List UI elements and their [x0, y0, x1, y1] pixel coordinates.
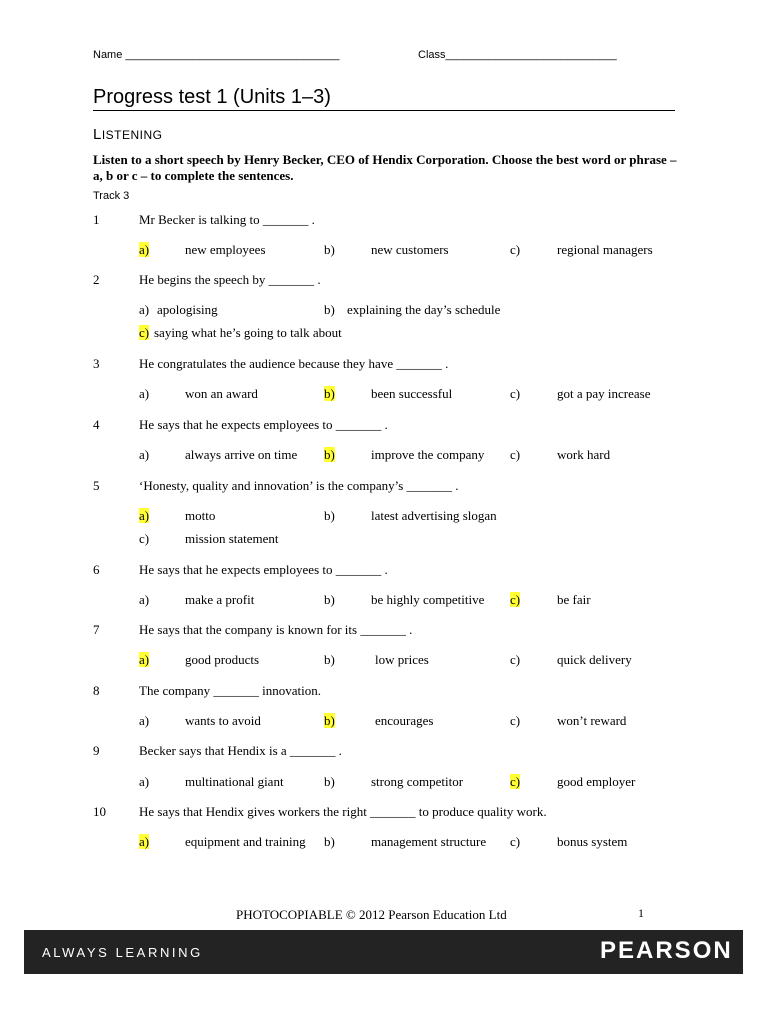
brand-tagline: ALWAYS LEARNING [42, 945, 203, 960]
page-title: Progress test 1 (Units 1–3) [93, 86, 331, 108]
question-number: 7 [93, 622, 100, 637]
option-b: explaining the day’s schedule [347, 302, 501, 317]
option-letter-a: a) [139, 652, 150, 667]
option-letter-a: a) [139, 447, 150, 462]
option-letter-b: b) [324, 508, 335, 523]
question-number: 10 [93, 804, 106, 819]
option-letter-b: b) [324, 386, 335, 401]
option-b: latest advertising slogan [371, 508, 497, 523]
question-text: He says that he expects employees to _______ . [139, 562, 388, 577]
option-c: saying what he’s going to talk about [154, 325, 342, 340]
option-letter-b: b) [324, 242, 335, 257]
section-heading [93, 126, 163, 143]
option-a: motto [185, 508, 216, 523]
page-number: 1 [638, 906, 644, 920]
option-c: bonus system [557, 834, 628, 849]
option-c: got a pay increase [557, 386, 651, 401]
option-a: equipment and training [185, 834, 306, 849]
option-b: encourages [375, 713, 434, 728]
option-letter-a: a) [139, 386, 150, 401]
question-number: 1 [93, 212, 100, 227]
question-text: He begins the speech by _______ . [139, 272, 321, 287]
class-label: Class____________________________ [418, 49, 617, 61]
option-b: been successful [371, 386, 453, 401]
option-b: management structure [371, 834, 487, 849]
option-letter-c: c) [510, 242, 521, 257]
question-text: Becker says that Hendix is a _______ . [139, 743, 342, 758]
question-number: 3 [93, 356, 100, 371]
option-b: improve the company [371, 447, 485, 462]
option-letter-c: c) [139, 531, 150, 546]
question-text: He congratulates the audience because they have _______ . [139, 356, 449, 371]
option-c: quick delivery [557, 652, 632, 667]
option-letter-a: a) [139, 774, 150, 789]
option-c: good employer [557, 774, 636, 789]
question-number: 2 [93, 272, 100, 287]
question-text: He says that the company is known for its _______ . [139, 622, 413, 637]
option-b: new customers [371, 242, 449, 257]
option-letter-a: a) [139, 592, 150, 607]
option-letter-b: b) [324, 302, 335, 317]
question-number: 8 [93, 683, 100, 698]
instructions: Listen to a short speech by Henry Becker, CEO of Hendix Corporation. Choose the best word or phrase – a, b or c – to complete the sentences. [93, 152, 677, 183]
option-b: strong competitor [371, 774, 464, 789]
option-letter-b: b) [324, 774, 335, 789]
option-letter-b: b) [324, 713, 335, 728]
option-letter-c: c) [510, 592, 521, 607]
option-b: be highly competitive [371, 592, 485, 607]
option-letter-b: b) [324, 652, 335, 667]
section-heading-initial: L [93, 126, 102, 143]
option-letter-c: c) [510, 713, 521, 728]
option-a: apologising [157, 302, 218, 317]
option-c: regional managers [557, 242, 653, 257]
option-c: work hard [557, 447, 611, 462]
title-rule [93, 110, 675, 111]
section-heading-rest: ISTENING [101, 128, 163, 142]
option-a: make a profit [185, 592, 255, 607]
name-label: Name ___________________________________ [93, 49, 340, 61]
copyright-notice: PHOTOCOPIABLE © 2012 Pearson Education Ltd [236, 907, 507, 922]
option-b: low prices [375, 652, 429, 667]
option-c: be fair [557, 592, 591, 607]
question-text: Mr Becker is talking to _______ . [139, 212, 315, 227]
option-a: won an award [185, 386, 258, 401]
option-a: always arrive on time [185, 447, 298, 462]
option-letter-c: c) [510, 774, 521, 789]
option-c: won’t reward [557, 713, 627, 728]
option-a: new employees [185, 242, 266, 257]
question-text: He says that he expects employees to _______ . [139, 417, 388, 432]
question-text: The company _______ innovation. [139, 683, 321, 698]
question-number: 9 [93, 743, 100, 758]
question-number: 4 [93, 417, 100, 432]
option-a: multinational giant [185, 774, 284, 789]
brand-logo: PEARSON [600, 937, 733, 964]
option-letter-a: a) [139, 302, 150, 317]
option-letter-c: c) [510, 652, 521, 667]
option-letter-b: b) [324, 447, 335, 462]
option-c: mission statement [185, 531, 279, 546]
option-a: wants to avoid [185, 713, 261, 728]
question-number: 6 [93, 562, 100, 577]
option-letter-c: c) [510, 386, 521, 401]
option-letter-a: a) [139, 713, 150, 728]
option-a: good products [185, 652, 260, 667]
option-letter-b: b) [324, 592, 335, 607]
option-letter-c: c) [139, 325, 150, 340]
question-number: 5 [93, 478, 100, 493]
question-text: He says that Hendix gives workers the right _______ to produce quality work. [139, 804, 547, 819]
option-letter-a: a) [139, 508, 150, 523]
option-letter-a: a) [139, 834, 150, 849]
option-letter-c: c) [510, 834, 521, 849]
option-letter-c: c) [510, 447, 521, 462]
option-letter-a: a) [139, 242, 150, 257]
track-label: Track 3 [93, 190, 130, 202]
option-letter-b: b) [324, 834, 335, 849]
question-text: ‘Honesty, quality and innovation’ is the company’s _______ . [139, 478, 459, 493]
